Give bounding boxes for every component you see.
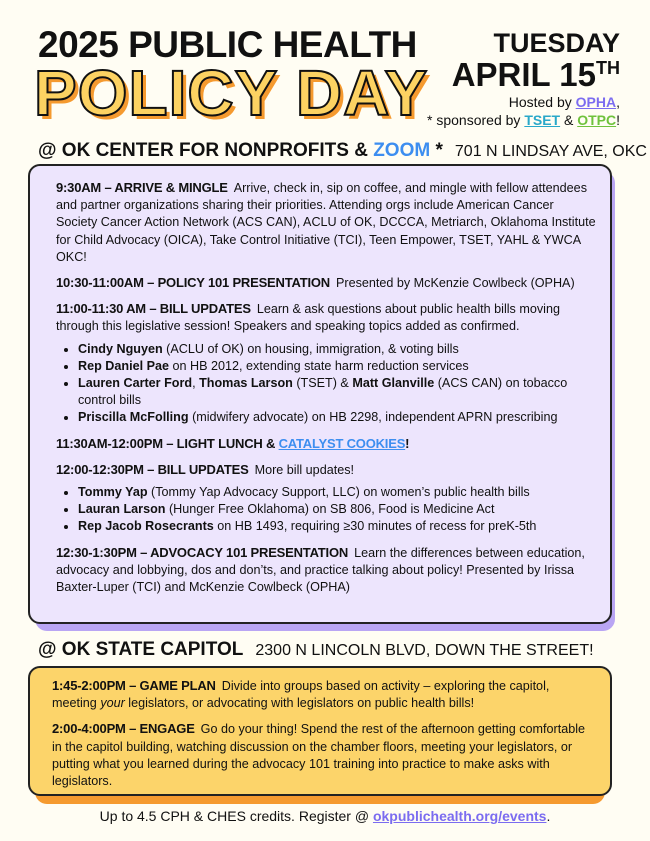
speaker-topic: on HB 1493, requiring ≥30 minutes of recess for preK-5th bbox=[213, 519, 537, 534]
advocacy101-time: 12:30-1:30PM – ADVOCACY 101 PRESENTATION bbox=[56, 544, 349, 560]
location-2-name: @ OK STATE CAPITOL bbox=[38, 639, 244, 660]
bill-updates-1-time: 11:00-11:30 AM – BILL UPDATES bbox=[56, 301, 251, 317]
speaker-name: Priscilla McFolling bbox=[78, 410, 189, 425]
game-plan-text-a: Divide into groups based on activity – exploring the capitol, meeting bbox=[52, 679, 550, 711]
location-1-star: * bbox=[430, 140, 443, 161]
list-item bbox=[78, 484, 596, 501]
location-1-name: @ OK CENTER FOR NONPROFITS & bbox=[38, 140, 374, 161]
afternoon-schedule bbox=[52, 677, 597, 798]
hosted-suffix: , bbox=[616, 94, 620, 110]
schedule-item-advocacy101 bbox=[56, 544, 596, 597]
schedule-item-bill-updates-2 bbox=[56, 461, 596, 479]
zoom-label: ZOOM bbox=[373, 140, 431, 161]
location-2-heading bbox=[38, 639, 594, 661]
engage-text: Go do your thing! Spend the rest of the afternoon getting comfortable in the capitol building, watching discussion on the chamber floors, meeting your legislators, or putting what you learned during the advocacy 101 training into practice to make asks with legislators. bbox=[52, 722, 586, 789]
sponsor-and: & bbox=[560, 112, 578, 128]
bill-updates-1-list bbox=[56, 341, 596, 427]
bill-updates-2-list bbox=[56, 484, 596, 536]
schedule-item-engage bbox=[52, 720, 597, 790]
speaker-topic: (ACS CAN) on tobacco control bills bbox=[78, 376, 568, 408]
event-date-main: APRIL 15 bbox=[451, 56, 596, 93]
lunch-time: 11:30AM-12:00PM – LIGHT LUNCH & bbox=[56, 435, 279, 451]
sponsor-suffix: ! bbox=[616, 112, 620, 128]
hosted-prefix: Hosted by bbox=[508, 94, 576, 110]
sponsor-prefix: * sponsored by bbox=[427, 112, 525, 128]
hosted-by bbox=[427, 93, 620, 129]
list-item bbox=[78, 358, 596, 375]
location-1-address: 701 N LINDSAY AVE, OKC bbox=[454, 143, 647, 160]
bill-updates-1-text: Learn & ask questions about public health bills moving through this legislative session! Speakers and speaking topics added as confirmed. bbox=[56, 302, 560, 334]
title-line-2: POLICY DAY bbox=[34, 57, 429, 129]
sponsored-line bbox=[427, 111, 620, 129]
speaker-name: Rep Jacob Rosecrants bbox=[78, 519, 214, 534]
policy101-text: Presented by McKenzie Cowlbeck (OPHA) bbox=[335, 276, 575, 291]
catalyst-cookies-link[interactable]: CATALYST COOKIES bbox=[278, 435, 406, 451]
arrive-text: Arrive, check in, sip on coffee, and mingle with fellow attendees and partner organizations sharing their priorities. Attending orgs include American Cancer Society Cancer Action Network (ACS CAN), ACLU of OK, DCCCA, Metriarch, Oklahoma Institute for Child Advocacy (OICA), Take Control Initiative (TCI), Teen Empower, TSET, YAHL & YWCA OKC! bbox=[56, 181, 596, 264]
schedule-item-arrive bbox=[56, 179, 596, 266]
list-item bbox=[78, 409, 596, 426]
speaker-topic: on HB 2012, extending state harm reduction services bbox=[169, 358, 469, 373]
schedule-item-policy101 bbox=[56, 274, 596, 292]
footer bbox=[0, 808, 650, 824]
event-day: TUESDAY bbox=[493, 28, 620, 58]
list-item bbox=[78, 375, 596, 409]
speaker-topic: (Hunger Free Oklahoma) on SB 806, Food is Medicine Act bbox=[165, 502, 495, 517]
schedule-item-game-plan bbox=[52, 677, 597, 712]
game-plan-text-em: your bbox=[100, 696, 125, 711]
speaker-topic: (ACLU of OK) on housing, immigration, & voting bills bbox=[162, 341, 459, 356]
speaker-sep: (TSET) & bbox=[292, 376, 353, 391]
bill-updates-2-time: 12:00-12:30PM – BILL UPDATES bbox=[56, 461, 249, 477]
game-plan-text-b: legislators, or advocating with legislators on public health bills! bbox=[124, 696, 475, 711]
schedule-item-bill-updates-1 bbox=[56, 300, 596, 335]
speaker-name: Lauren Carter Ford bbox=[78, 376, 193, 391]
location-1-heading bbox=[38, 140, 647, 162]
footer-end: . bbox=[546, 808, 551, 824]
event-date-suffix: TH bbox=[596, 58, 620, 78]
speaker-name: Lauran Larson bbox=[78, 502, 166, 517]
tset-link[interactable]: TSET bbox=[524, 112, 561, 128]
arrive-time: 9:30AM – ARRIVE & MINGLE bbox=[56, 180, 228, 195]
engage-time: 2:00-4:00PM – ENGAGE bbox=[52, 721, 195, 737]
policy101-time: 10:30-11:00AM – POLICY 101 PRESENTATION bbox=[56, 275, 330, 291]
list-item bbox=[78, 501, 596, 518]
bill-updates-2-text: More bill updates! bbox=[254, 462, 354, 477]
footer-text: Up to 4.5 CPH & CHES credits. Register @ bbox=[99, 808, 373, 824]
speaker-topic: (midwifery advocate) on HB 2298, independent APRN prescribing bbox=[188, 410, 558, 425]
game-plan-time: 1:45-2:00PM – GAME PLAN bbox=[52, 678, 216, 693]
speaker-name: Cindy Nguyen bbox=[78, 341, 163, 356]
speaker-sep: , bbox=[192, 376, 200, 391]
opha-link[interactable]: OPHA bbox=[575, 94, 617, 110]
speaker-name: Matt Glanville bbox=[352, 376, 435, 391]
speaker-name: Thomas Larson bbox=[199, 376, 293, 391]
otpc-link[interactable]: OTPC bbox=[577, 112, 617, 128]
title-line-1: 2025 PUBLIC HEALTH bbox=[38, 24, 417, 65]
lunch-end: ! bbox=[405, 435, 410, 451]
list-item bbox=[78, 518, 596, 535]
speaker-name: Rep Daniel Pae bbox=[78, 358, 169, 373]
hosted-line bbox=[427, 93, 620, 111]
event-date bbox=[452, 56, 620, 94]
morning-schedule bbox=[56, 179, 596, 604]
list-item bbox=[78, 341, 596, 358]
speaker-topic: (Tommy Yap Advocacy Support, LLC) on women’s public health bills bbox=[147, 485, 530, 500]
register-link[interactable]: okpublichealth.org/events bbox=[372, 808, 547, 824]
location-2-address: 2300 N LINCOLN BLVD, DOWN THE STREET! bbox=[255, 642, 594, 659]
speaker-name: Tommy Yap bbox=[78, 485, 148, 500]
advocacy101-text: Learn the differences between education, advocacy and lobbying, dos and don’ts, and practice talking about policy! Presented by Irissa Baxter-Luper (TCI) and McKenzie Cowlbeck (OPHA) bbox=[56, 545, 585, 595]
schedule-item-lunch bbox=[56, 435, 596, 453]
